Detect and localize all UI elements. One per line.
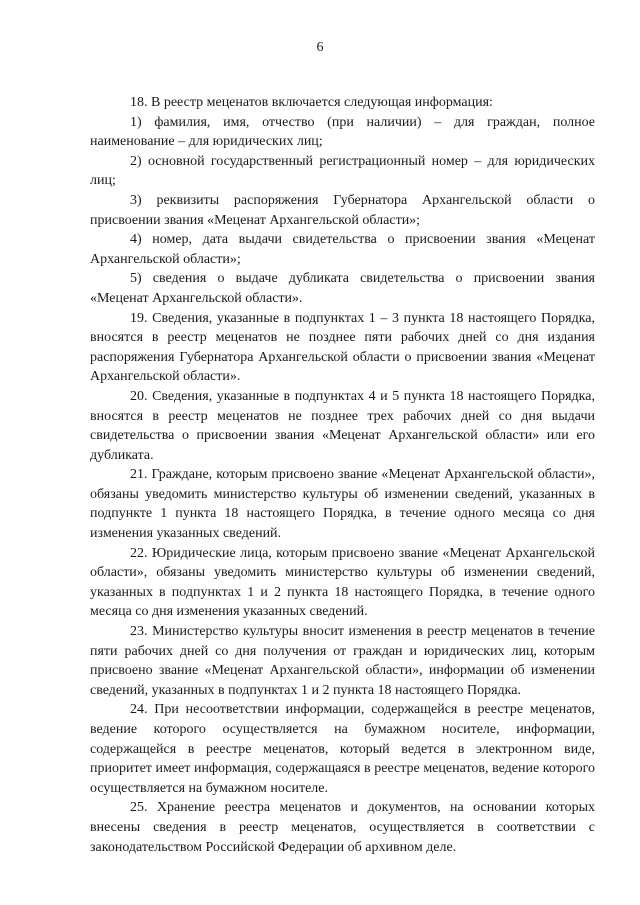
subitem-18-4: 4) номер, дата выдачи свидетельства о присвоении звания «Меценат Архангельской области»;	[90, 232, 595, 267]
paragraph-20: 20. Сведения, указанные в подпунктах 4 и 5 пункта 18 настоящего Порядка, вносятся в реестр меценатов не позднее трех рабочих дней со дня выдачи свидетельства о присвоении звания «Меценат Архангельской области» или его дубликата.	[90, 388, 595, 463]
document-body	[90, 93, 595, 857]
subitem-18-2: 2) основной государственный регистрационный номер – для юридических лиц;	[90, 153, 595, 189]
paragraph-23: 23. Министерство культуры вносит изменения в реестр меценатов в течение пяти рабочих дней со дня получения от граждан и юридических лиц, которым присвоено звание «Меценат Архангельской области», информации об изменении сведений, указанных в подпунктах 1 и 2 пункта 18 настоящего Порядка.	[90, 624, 595, 698]
subitem-18-3: 3) реквизиты распоряжения Губернатора Архангельской области о присвоении звания «Меценат Архангельской области»;	[90, 192, 595, 228]
paragraph-25: 25. Хранение реестра меценатов и документов, на основании которых внесены сведения в реестр меценатов, осуществляется в соответствии с законодательством Российской Федерации об архивном деле.	[90, 800, 595, 855]
paragraph-19: 19. Сведения, указанные в подпунктах 1 – 3 пункта 18 настоящего Порядка, вносятся в реестр меценатов не позднее пяти рабочих дней со дня издания распоряжения Губернатора Архангельской области о присвоении звания «Меценат Архангельской области».	[90, 310, 595, 385]
page-number: 6	[316, 40, 324, 55]
paragraph-18: 18. В реестр меценатов включается следующая информация:	[130, 95, 493, 110]
subitem-18-1: 1) фамилия, имя, отчество (при наличии) – для граждан, полное наименование – для юридических лиц;	[90, 114, 595, 150]
subitem-18-5: 5) сведения о выдаче дубликата свидетельства о присвоении звания «Меценат Архангельской области».	[90, 271, 595, 306]
paragraph-24: 24. При несоответствии информации, содержащейся в реестре меценатов, ведение которого осуществляется на бумажном носителе, информации, содержащейся в реестре меценатов, который ведется в электронном виде, приоритет имеет информация, содержащаяся в реестре меценатов, ведение которого осуществляется на бумажном носителе.	[90, 702, 595, 796]
paragraph-21: 21. Граждане, которым присвоено звание «Меценат Архангельской области», обязаны уведомить министерство культуры об изменении сведений, указанных в подпункте 1 пункта 18 настоящего Порядка, в течение одного месяца со дня изменения указанных сведений.	[90, 467, 595, 542]
paragraph-22: 22. Юридические лица, которым присвоено звание «Меценат Архангельской области», обязаны уведомить министерство культуры об изменении сведений, указанных в подпунктах 1 и 2 пункта 18 настоящего Порядка, в течение одного месяца со дня изменения указанных сведений.	[90, 545, 595, 620]
